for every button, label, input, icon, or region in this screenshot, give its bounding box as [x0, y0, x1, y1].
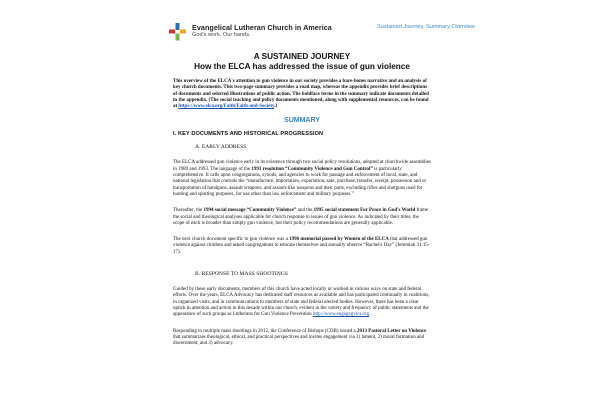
paragraph-mass-shootings-1: Guided by these early documents, members of this church have acted locally or worked in various ways on state and federal efforts. Over the years, ELCA Advocacy has dedicated staff resources as available and has participated continually in coalitions, in organized visits, and in communications to members of state and federal elected bodies. However, there has been a clear uptick in attention and action in this decade within our church, evident in the variety and frequency of public statements and the appearance of such groups as Lutherans for Gun Violence Prevention http://www.engagegvlcs.org. — [173, 287, 430, 318]
subsection-b-heading: B. RESPONSE TO MASS SHOOTINGS — [195, 271, 288, 278]
engage-gvlcs-link[interactable]: http://www.engagegvlcs.org — [312, 312, 370, 318]
intro-text: This overview of the ELCA's attention to gun violence in our society provides a bare-bones narrative and an analysis of key church documents. This two-page summary provides a road map, whereas the appendix provides brief descriptions of documents and selected illustrations of public action. The boldface terms in the summary indicate documents detailed in the appendix. (The social teaching and policy documents mentioned, along with supplemental resources, can be found at — [173, 79, 429, 110]
doc-ref-2013-pastoral-letter: 2013 Pastoral Letter on Violence — [357, 328, 427, 334]
doc-ref-1994-message: 1994 social message “Community Violence” — [203, 208, 297, 214]
title-line-1: A SUSTAINED JOURNEY — [253, 52, 351, 61]
section-1-heading: I. KEY DOCUMENTS AND HISTORICAL PROGRESSION — [173, 131, 324, 138]
document-body — [173, 52, 431, 347]
org-name: Evangelical Lutheran Church in America — [192, 22, 332, 32]
faith-society-link[interactable]: https://www.elca.org/Faith/Faith-and-Society — [178, 104, 275, 110]
org-tagline: God's work. Our hands. — [192, 31, 251, 38]
doc-ref-1996-memorial: 1996 memorial passed by Women of the ELCA — [289, 237, 389, 243]
document-title — [173, 52, 431, 72]
doc-ref-1995-statement: 1995 social statement For Peace in God's World — [313, 208, 416, 214]
title-line-2: How the ELCA has addressed the issue of gun violence — [194, 62, 410, 71]
elca-cross-logo-icon — [168, 22, 187, 41]
paragraph-mass-shootings-2: Responding to multiple mass shootings in 2012, the Conference of Bishops (COB) issued a 2013 Pastoral Letter on Violence that summarizes theological, ethical, and practical perspectives and invites engagement via 1) lament, 2) moral formation and discernment, and 3) advocacy. — [173, 328, 427, 347]
paragraph-early-address-2: Thereafter, the 1994 social message “Community Violence” and the 1995 social statement For Peace in God's World frame the social and theological analyses applicable for church response to issues of gun violence. As indicated by their titles, the scope of each is broader than simply gun violence, but their policy recommendations are generally applicable. — [173, 208, 429, 226]
intro-paragraph — [173, 79, 431, 110]
running-head: Sustained Journey, Summary Overview — [377, 24, 475, 30]
subsection-a-heading: A. EARLY ADDRESS — [195, 144, 247, 151]
summary-heading: SUMMARY — [284, 117, 320, 125]
paragraph-early-address-1: The ELCA addressed gun violence early in its existence through two social policy resolutions, adopted at churchwide assemblies in 1989 and 1993. The language of the 1993 resolution “Community Violence and Gun Control” is particularly comprehensive. It calls upon congregations, synods, and agencies to work for passage and enforcement of local, state, and national legislation that controls the “manufacture, importation, exportation, sale, purchase, transfer, receipt, possession and or transportation of handguns, assault weapons, and assault-like weapons and their parts, excluding rifles and shotguns used for hunting and sporting purposes, for use other than law enforcement and military purposes.” — [173, 160, 431, 197]
doc-ref-1993-resolution: 1993 resolution “Community Violence and Gun Control” — [251, 166, 373, 172]
intro-end: .) — [274, 104, 278, 110]
paragraph-early-address-3: The next church document specific to gun violence was a 1996 memorial passed by Women of the ELCA that addressed gun violence against children and asked congregations to educate themselves and annually observe “Rachel's Day” (Jeremiah 31:15-17). — [173, 237, 430, 255]
